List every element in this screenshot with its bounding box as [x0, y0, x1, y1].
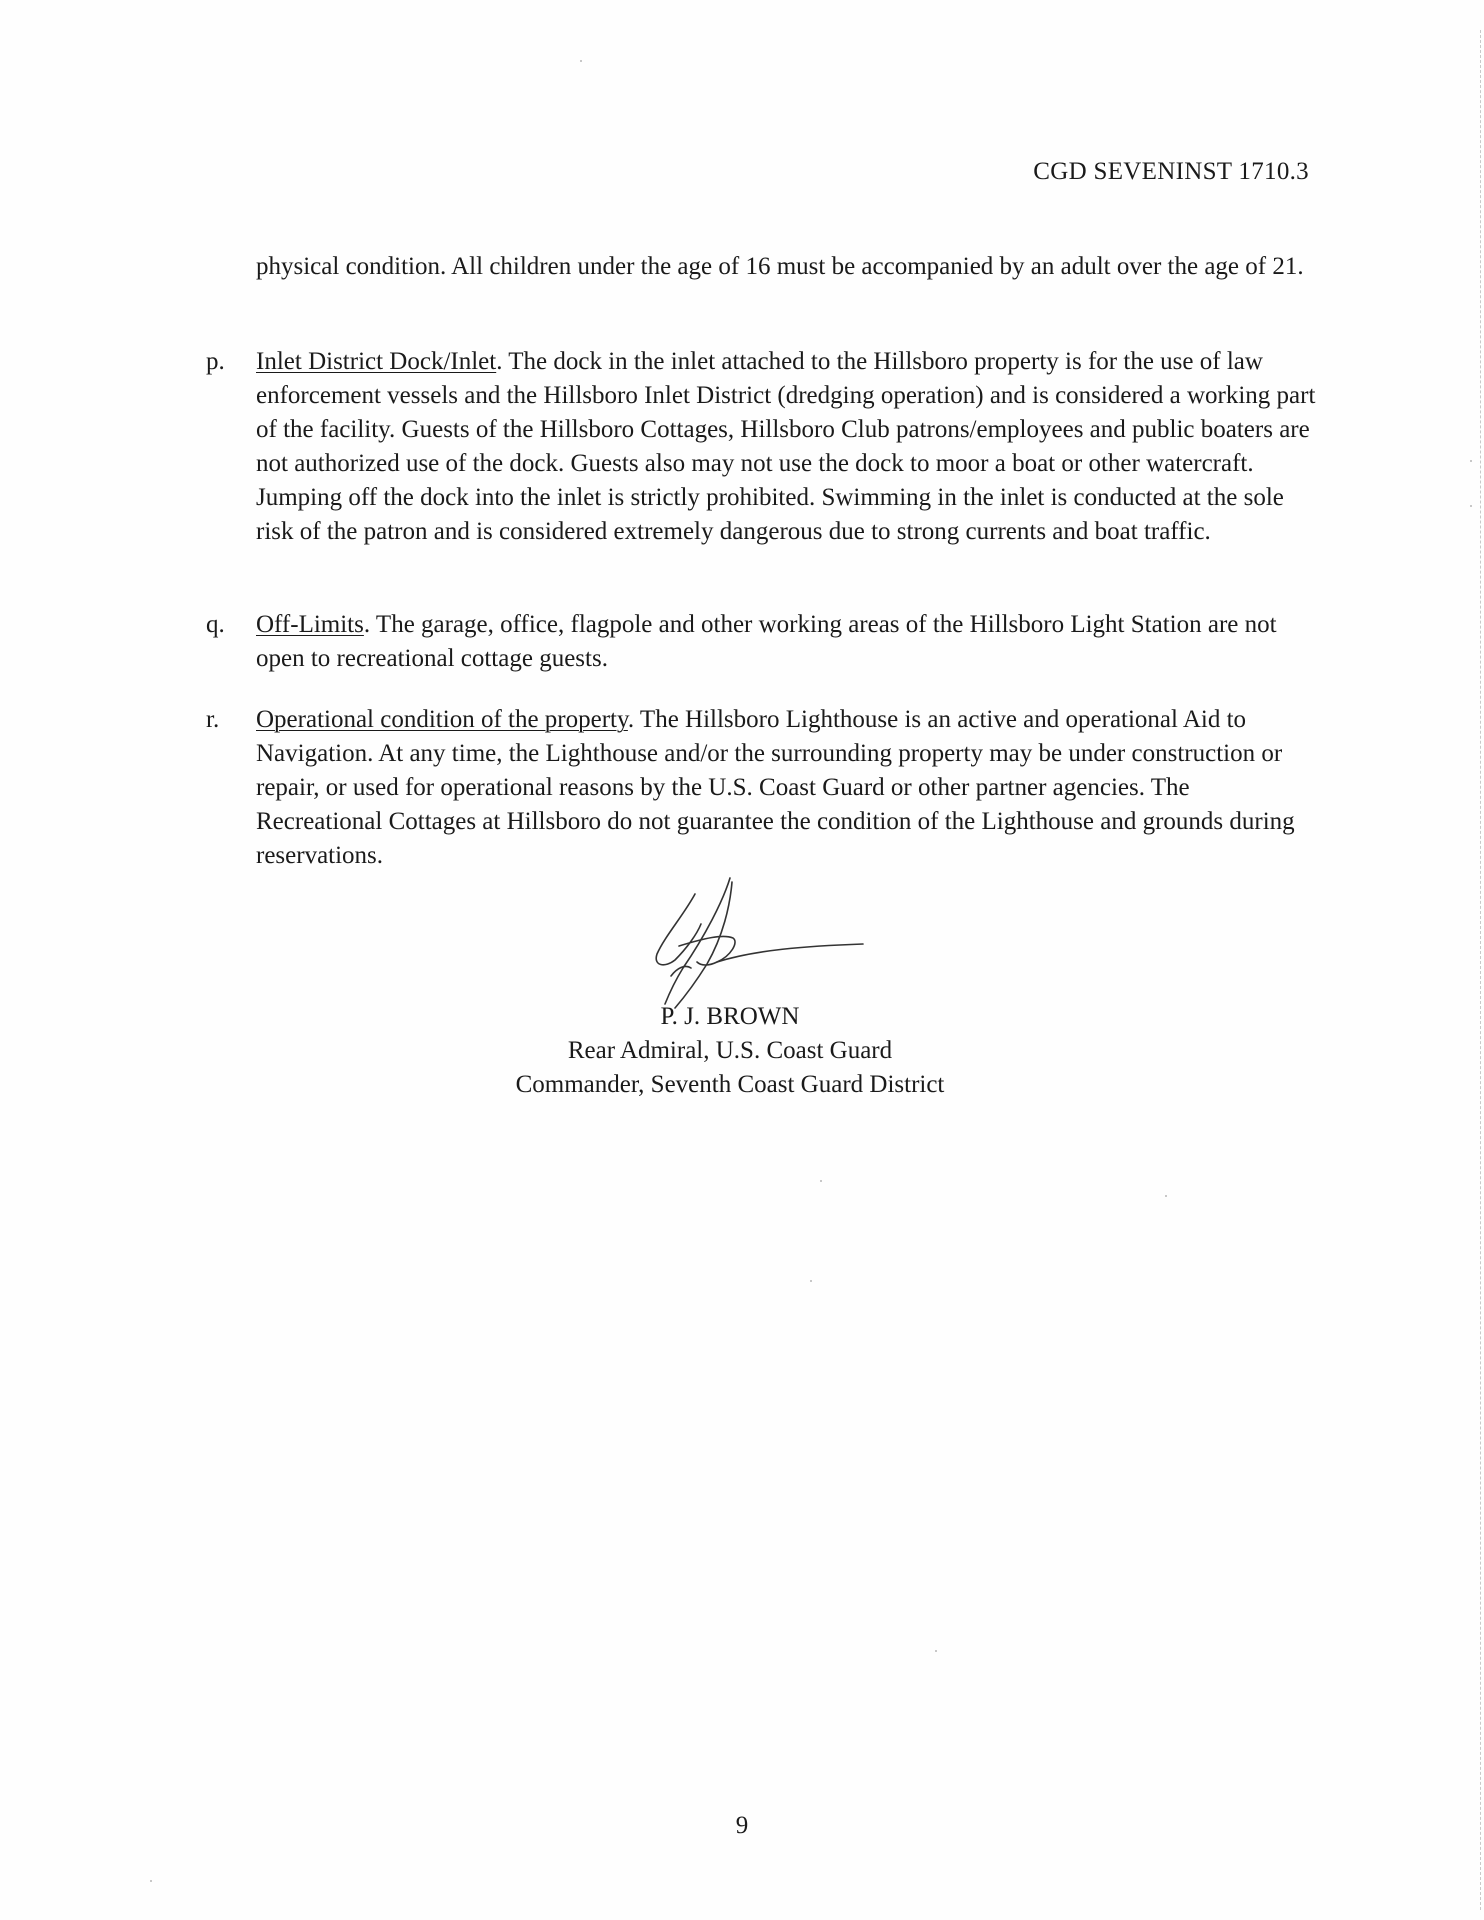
signatory-title: Rear Admiral, U.S. Coast Guard — [567, 1037, 893, 1064]
signature-block — [300, 1000, 1160, 1102]
document-identifier: CGD SEVENINST 1710.3 — [1033, 158, 1309, 185]
item-letter: r. — [206, 706, 220, 733]
signatory-name: P. J. BROWN — [660, 1003, 800, 1030]
item-heading: Off-Limits — [256, 611, 364, 638]
item-body — [256, 608, 1318, 676]
continuation-paragraph: physical condition. All children under the age of 16 must be accompanied by an adult over the age of 21. — [256, 253, 1304, 280]
item-text: . The dock in the inlet attached to the Hillsboro property is for the use of law enforcement vessels and the Hillsboro Inlet District (dredging operation) and is considered a working part of the facility. Guests of the Hillsboro Cottages, Hillsboro Club patrons/employees and public boaters are not authorized use of the dock. Guests also may not use the dock to moor a boat or other watercraft. Jumping off the dock into the inlet is strictly prohibited. Swimming in the inlet is conducted at the sole risk of the patron and is considered extremely dangerous due to strong currents and boat traffic. — [256, 348, 1316, 545]
scan-edge-artifact — [1479, 30, 1481, 1910]
item-heading: Operational condition of the property — [256, 706, 628, 733]
scan-speck — [820, 1180, 822, 1182]
scan-speck — [810, 1280, 812, 1282]
item-body — [256, 345, 1318, 549]
scan-speck — [580, 60, 582, 62]
handwritten-signature — [635, 876, 865, 1016]
item-heading: Inlet District Dock/Inlet — [256, 348, 497, 375]
scan-speck — [935, 1650, 937, 1652]
scan-speck — [150, 1880, 152, 1882]
item-body — [256, 703, 1318, 873]
item-text: . The Hillsboro Lighthouse is an active and operational Aid to Navigation. At any time, the Lighthouse and/or the surrounding property may be under construction or repair, or used for operational reasons by the U.S. Coast Guard or other partner agencies. The Recreational Cottages at Hillsboro do not guarantee the condition of the Lighthouse and grounds during reservations. — [256, 706, 1295, 869]
page-number: 9 — [735, 1812, 749, 1839]
list-item-q — [206, 608, 1318, 676]
signatory-position: Commander, Seventh Coast Guard District — [515, 1071, 945, 1098]
list-item-r — [206, 703, 1318, 873]
item-letter: q. — [206, 611, 225, 638]
scan-speck — [1470, 505, 1472, 507]
item-letter: p. — [206, 348, 225, 375]
scan-speck — [1165, 1195, 1167, 1197]
item-text: . The garage, office, flagpole and other working areas of the Hillsboro Light Station are not open to recreational cottage guests. — [256, 611, 1277, 672]
scan-speck — [1470, 460, 1472, 462]
list-item-p — [206, 345, 1318, 549]
